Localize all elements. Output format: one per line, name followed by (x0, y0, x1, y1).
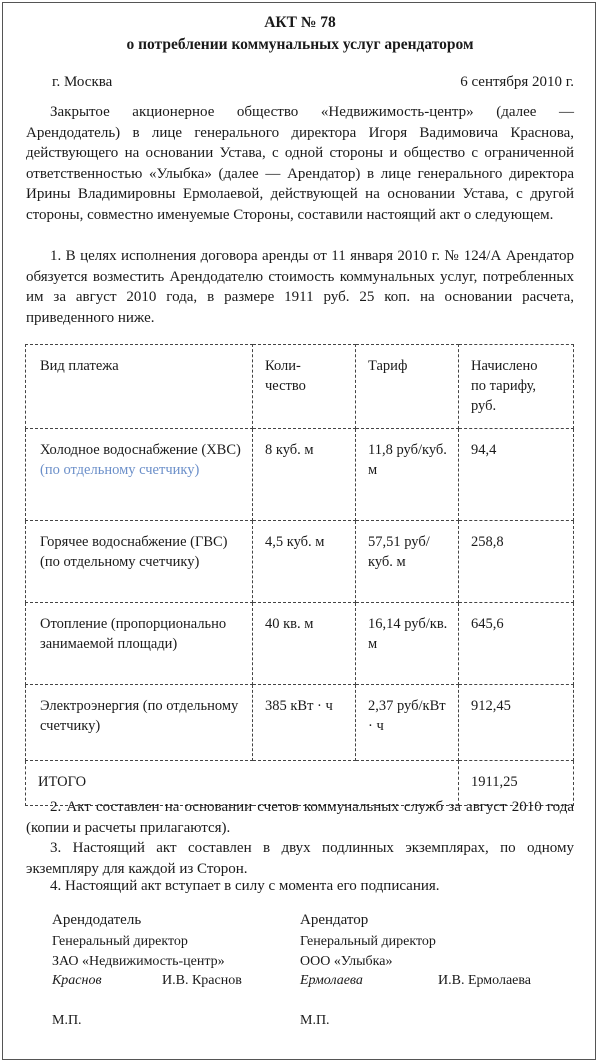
row-amount: 258,8 (459, 521, 574, 603)
clause-4: 4. Настоящий акт вступает в силу с момента его подписания. (50, 878, 440, 894)
table-header-row (26, 345, 574, 429)
document-subtitle: о потреблении коммунальных услуг арендатором (126, 36, 474, 53)
row-tariff: 16,14 руб/кв. м (356, 603, 459, 685)
row-type: Электроэнергия (по отдельному счетчику) (26, 685, 253, 761)
row-qty: 40 кв. м (253, 603, 356, 685)
intro-paragraph: Закрытое акционерное общество «Недвижимость-центр» (далее — Арендодатель) в лице генерального директора Игоря Вадимовича Краснова, действующего на основании Устава, с одной стороны и общество с ограниченной ответственностью «Улыбка» (далее — Арендатор) в лице генерального директора Ирины Владимировны Ермолаевой, действующей на основании Устава, с другой стороны, совместно именуемые Стороны, составили настоящий акт о следующем. (26, 104, 574, 223)
clause-3: 3. Настоящий акт составлен в двух подлинных экземплярах, по одному экземпляру для каждой из Сторон. (26, 840, 574, 877)
utilities-table (25, 344, 574, 806)
row-qty: 8 куб. м (253, 429, 356, 521)
row-type: Горячее водоснабжение (ГВС) (по отдельному счетчику) (26, 521, 253, 603)
table-row (26, 685, 574, 761)
table-row (26, 429, 574, 521)
landlord-signature: Краснов (52, 973, 102, 988)
clause-1: 1. В целях исполнения договора аренды от 11 января 2010 г. № 124/А Арендатор обязуется возместить Арендодателю стоимость коммунальных услуг, потребленных им за август 2010 года, в размере 1911 руб. 25 коп. на основании расчета, приведенного ниже. (26, 248, 574, 326)
row-type-text: Холодное водоснабжение (ХВС) (40, 442, 241, 458)
document-date: 6 сентября 2010 г. (460, 74, 574, 90)
row-amount: 94,4 (459, 429, 574, 521)
landlord-role: Арендодатель (52, 912, 142, 928)
row-amount: 912,45 (459, 685, 574, 761)
row-amount: 645,6 (459, 603, 574, 685)
row-qty: 4,5 куб. м (253, 521, 356, 603)
row-tariff: 11,8 руб/куб. м (356, 429, 459, 521)
landlord-org: ЗАО «Недвижимость-центр» (52, 954, 225, 969)
tenant-position: Генеральный директор (300, 934, 436, 949)
total-label: ИТОГО (26, 761, 459, 806)
landlord-position: Генеральный директор (52, 934, 188, 949)
table-row (26, 603, 574, 685)
header-quantity: Коли- чество (253, 345, 356, 429)
tenant-org: ООО «Улыбка» (300, 954, 393, 969)
row-tariff: 2,37 руб/кВт · ч (356, 685, 459, 761)
tenant-stamp: М.П. (300, 1013, 330, 1028)
header-charged: Начислено по тарифу, руб. (459, 345, 574, 429)
row-tariff: 57,51 руб/куб. м (356, 521, 459, 603)
header-payment-type: Вид платежа (26, 345, 253, 429)
total-value: 1911,25 (459, 761, 574, 806)
tenant-name: И.В. Ермолаева (438, 973, 532, 988)
clause-2: 2. Акт составлен на основании счетов коммунальных служб за август 2010 года (копии и расчеты прилагаются). (26, 799, 574, 836)
row-qty: 385 кВт · ч (253, 685, 356, 761)
tenant-role: Арендатор (300, 912, 369, 928)
document-title: АКТ № 78 (264, 14, 336, 31)
header-tariff: Тариф (356, 345, 459, 429)
landlord-stamp: М.П. (52, 1013, 82, 1028)
landlord-name: И.В. Краснов (162, 973, 242, 988)
table-row (26, 521, 574, 603)
row-type: Отопление (пропорционально занимаемой площади) (26, 603, 253, 685)
tenant-signature: Ермолаева (300, 973, 363, 988)
city: г. Москва (52, 74, 113, 90)
meter-link[interactable]: (по отдельному счетчику) (40, 462, 200, 478)
row-type (26, 429, 253, 521)
